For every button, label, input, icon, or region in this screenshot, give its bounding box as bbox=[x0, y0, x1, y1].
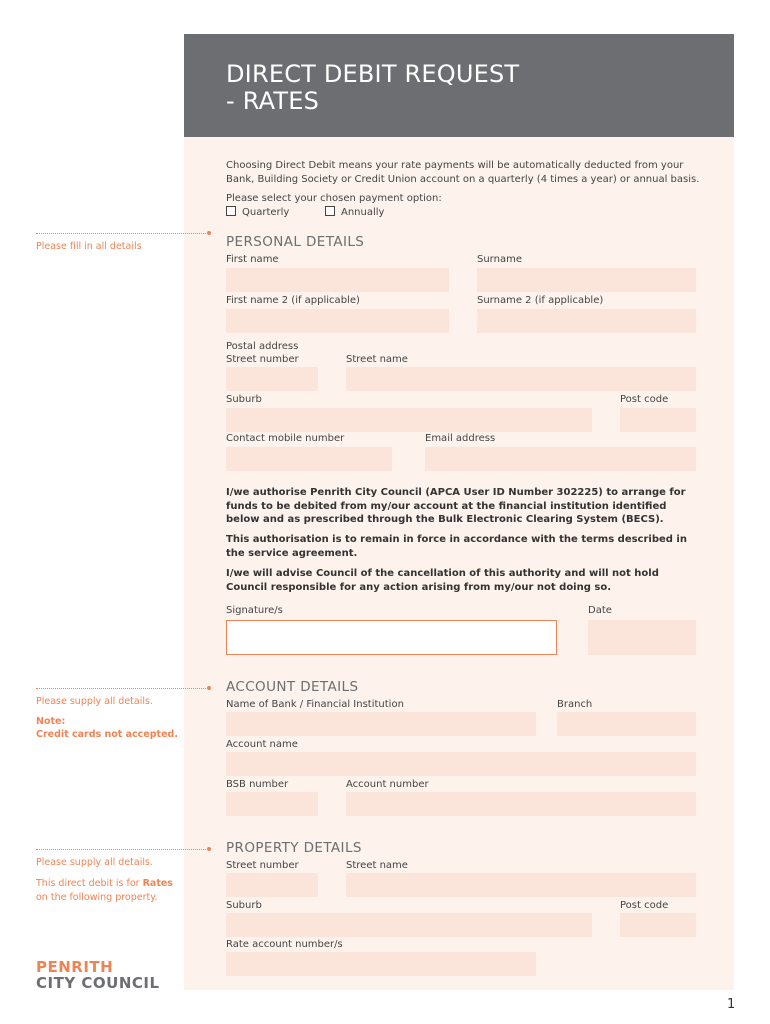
personal-leader-dot bbox=[207, 231, 211, 235]
personal-side-note: Please fill in all details bbox=[36, 241, 142, 252]
suburb-label: Suburb bbox=[226, 394, 262, 405]
bsb-label: BSB number bbox=[226, 779, 289, 790]
rate-account-field[interactable] bbox=[226, 952, 536, 976]
property-leader-dot bbox=[207, 847, 211, 851]
account-note-title: Note: bbox=[36, 716, 66, 727]
street-number-label: Street number bbox=[226, 354, 299, 365]
authorisation-text: I/we authorise Penrith City Council (APCA User ID Number 302225) to arrange for funds to be debited from my/our account at the financial institution identified below and as prescribed through the Bulk Electronic Clearing System (BECS). bbox=[226, 487, 686, 525]
first-name-field[interactable] bbox=[226, 268, 449, 292]
post-code-label: Post code bbox=[620, 394, 669, 405]
account-number-label: Account number bbox=[346, 779, 429, 790]
street-name-field[interactable] bbox=[346, 367, 696, 391]
email-field[interactable] bbox=[425, 447, 696, 471]
bsb-field[interactable] bbox=[226, 792, 318, 816]
cancellation-text: I/we will advise Council of the cancellation of this authority and will not hold Council responsible for any action arising from my/our not doing so. bbox=[226, 568, 659, 593]
mobile-field[interactable] bbox=[226, 447, 392, 471]
date-field[interactable] bbox=[588, 620, 696, 655]
property-side-text: This direct debit is for Rates on the following property. bbox=[36, 878, 173, 903]
branch-field[interactable] bbox=[557, 712, 696, 736]
page-number: 1 bbox=[727, 997, 736, 1012]
annually-checkbox[interactable] bbox=[325, 206, 335, 216]
council-logo-line1: PENRITH bbox=[36, 958, 114, 976]
account-leader-dot bbox=[207, 686, 211, 690]
surname-field[interactable] bbox=[477, 268, 696, 292]
authorisation-term-text: This authorisation is to remain in force in accordance with the terms described in the service agreement. bbox=[226, 534, 687, 559]
property-street-name-label: Street name bbox=[346, 860, 408, 871]
street-name-label: Street name bbox=[346, 354, 408, 365]
property-leader-line bbox=[36, 849, 206, 850]
email-label: Email address bbox=[425, 433, 496, 444]
intro-paragraph: Choosing Direct Debit means your rate payments will be automatically deducted from your Bank, Building Society or Credit Union account on a quarterly (4 times a year) or annual basis. bbox=[226, 160, 700, 185]
page-title: DIRECT DEBIT REQUEST - RATES bbox=[226, 60, 520, 115]
mobile-label: Contact mobile number bbox=[226, 433, 345, 444]
property-street-number-field[interactable] bbox=[226, 873, 318, 897]
payment-option-prompt: Please select your chosen payment option: bbox=[226, 193, 442, 204]
property-post-code-field[interactable] bbox=[620, 913, 696, 937]
street-number-field[interactable] bbox=[226, 367, 318, 391]
surname-label: Surname bbox=[477, 254, 522, 265]
surname-2-field[interactable] bbox=[477, 309, 696, 333]
account-leader-line bbox=[36, 688, 206, 689]
first-name-2-label: First name 2 (if applicable) bbox=[226, 295, 360, 306]
rate-account-label: Rate account number/s bbox=[226, 939, 343, 950]
account-note-text: Credit cards not accepted. bbox=[36, 729, 178, 740]
account-side-note: Please supply all details. bbox=[36, 696, 153, 707]
date-label: Date bbox=[588, 605, 612, 616]
property-street-number-label: Street number bbox=[226, 860, 299, 871]
personal-leader-line bbox=[36, 233, 206, 234]
bank-label: Name of Bank / Financial Institution bbox=[226, 699, 404, 710]
first-name-label: First name bbox=[226, 254, 279, 265]
quarterly-checkbox[interactable] bbox=[226, 206, 236, 216]
council-logo-line2: CITY COUNCIL bbox=[36, 974, 160, 992]
account-name-label: Account name bbox=[226, 739, 298, 750]
property-details-heading: PROPERTY DETAILS bbox=[226, 840, 362, 856]
property-suburb-label: Suburb bbox=[226, 900, 262, 911]
property-side-note: Please supply all details. bbox=[36, 857, 153, 868]
first-name-2-field[interactable] bbox=[226, 309, 449, 333]
personal-details-heading: PERSONAL DETAILS bbox=[226, 234, 365, 250]
account-number-field[interactable] bbox=[346, 792, 696, 816]
property-suburb-field[interactable] bbox=[226, 913, 592, 937]
option-quarterly[interactable]: Quarterly bbox=[226, 206, 289, 218]
signature-field[interactable] bbox=[226, 620, 557, 655]
surname-2-label: Surname 2 (if applicable) bbox=[477, 295, 604, 306]
account-name-field[interactable] bbox=[226, 752, 696, 776]
account-details-heading: ACCOUNT DETAILS bbox=[226, 679, 359, 695]
branch-label: Branch bbox=[557, 699, 593, 710]
suburb-field[interactable] bbox=[226, 408, 592, 432]
signature-label: Signature/s bbox=[226, 605, 283, 616]
postal-address-label: Postal address bbox=[226, 341, 299, 352]
bank-field[interactable] bbox=[226, 712, 536, 736]
option-annually[interactable]: Annually bbox=[325, 206, 384, 218]
property-post-code-label: Post code bbox=[620, 900, 669, 911]
property-street-name-field[interactable] bbox=[346, 873, 696, 897]
post-code-field[interactable] bbox=[620, 408, 696, 432]
